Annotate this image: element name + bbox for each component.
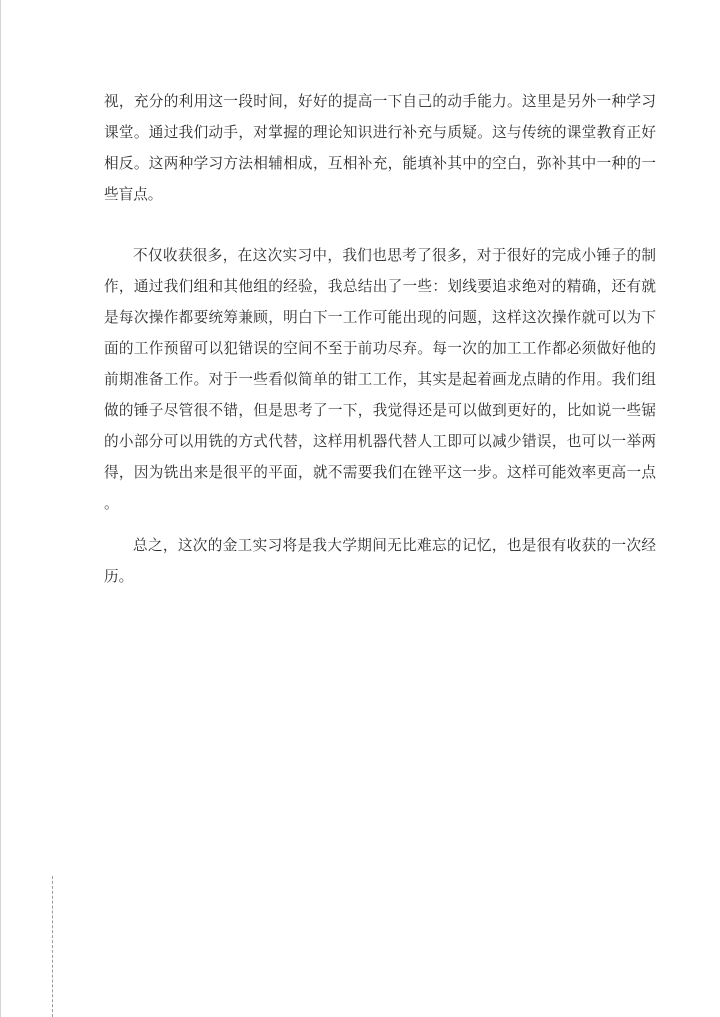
paragraph-spacing	[104, 519, 656, 530]
text-line: 不仅收获很多，在这次实习中，我们也思考了很多，对于很好的完成小锤子的制	[133, 247, 656, 264]
text-line: 相反。这两种学习方法相辅相成，互相补充，能填补其中的空白，弥补其中一种的一	[104, 155, 656, 172]
paragraph-spacing	[104, 210, 656, 240]
text-line: 作，通过我们组和其他组的经验，我总结出了一些：划线要追求绝对的精确，还有就	[104, 278, 656, 295]
text-line: 是每次操作都要统筹兼顾，明白下一工作可能出现的问题，这样这次操作就可以为下	[104, 309, 656, 326]
text-line: 面的工作预留可以犯错误的空间不至于前功尽弃。每一次的加工工作都必须做好他的	[104, 340, 656, 357]
paragraph-3	[104, 530, 656, 592]
document-body	[104, 86, 656, 592]
text-line: 前期准备工作。对于一些看似简单的钳工工作，其实是起着画龙点睛的作用。我们组	[104, 371, 656, 388]
text-line: 视，充分的利用这一段时间，好好的提高一下自己的动手能力。这里是另外一种学习	[104, 93, 656, 110]
binding-margin-line	[52, 876, 53, 1017]
text-line: 。	[104, 495, 119, 512]
paragraph-1	[104, 86, 656, 210]
paragraph-2	[104, 240, 656, 519]
text-line: 做的锤子尽管很不错，但是思考了一下，我觉得还是可以做到更好的，比如说一些锯	[104, 402, 656, 419]
text-line: 得，因为铣出来是很平的平面，就不需要我们在锉平这一步。这样可能效率更高一点	[104, 464, 656, 481]
text-line: 总之，这次的金工实习将是我大学期间无比难忘的记忆，也是很有收获的一次经	[133, 537, 656, 554]
text-line: 些盲点。	[104, 186, 163, 203]
text-line: 课堂。通过我们动手，对掌握的理论知识进行补充与质疑。这与传统的课堂教育正好	[104, 124, 656, 141]
text-line: 历。	[104, 568, 134, 585]
text-line: 的小部分可以用铣的方式代替，这样用机器代替人工即可以减少错误，也可以一举两	[104, 433, 656, 450]
